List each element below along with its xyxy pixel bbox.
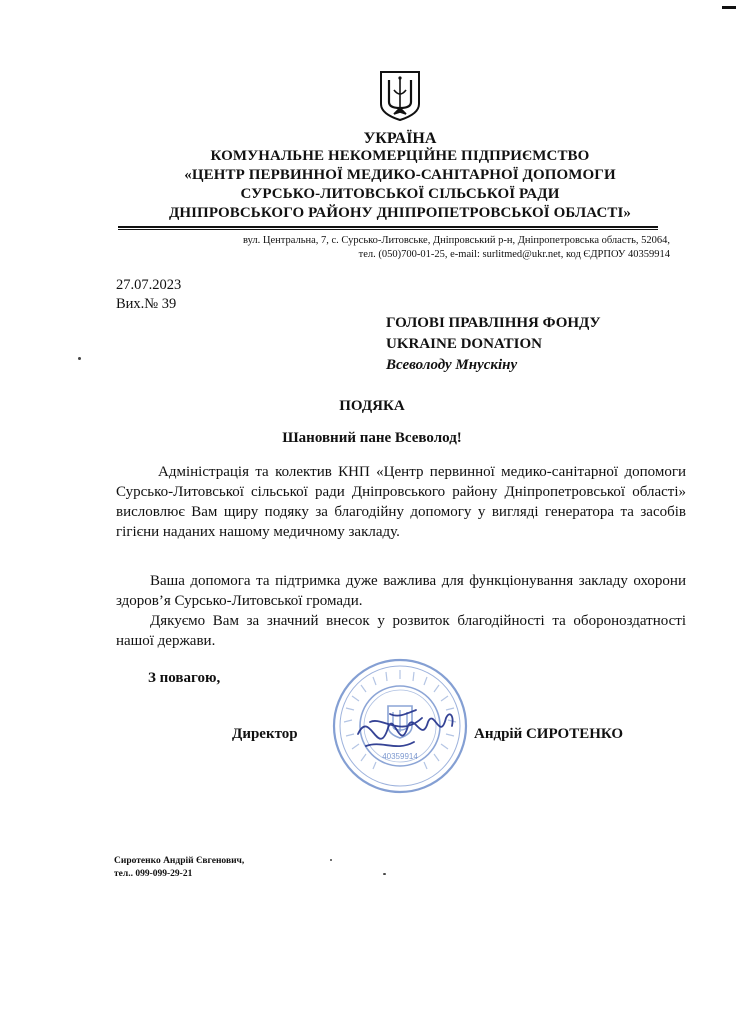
official-stamp [330, 656, 470, 796]
signatory-name: Андрій СИРОТЕНКО [474, 726, 624, 742]
header-divider [118, 226, 658, 228]
executor-name: Сиротенко Андрій Євгенович, [114, 856, 245, 866]
scan-speck [330, 859, 332, 861]
body-paragraph-1: Адміністрація та колектив КНП «Центр первинної медико-санітарної допомоги Сурсько-Литовської сільської ради Дніпровського району Дніпропетровської області» висловлює Вам щиру подяку за благодійну допомогу у вигляді генератора та засобів гігієни наданих нашому медичному закладу. [116, 464, 686, 540]
header-line-1: КОМУНАЛЬНЕ НЕКОМЕРЦІЙНЕ ПІДПРИЄМСТВО [210, 148, 590, 164]
salutation: Шановний пане Всеволод! [282, 430, 462, 446]
scan-speck [78, 357, 81, 360]
signatory-position: Директор [232, 726, 298, 742]
scan-mark [722, 6, 736, 9]
address-line-2: тел. (050)700-01-25, e-mail: surlitmed@ukr.net, код ЄДРПОУ 40359914 [358, 249, 670, 260]
header-divider-thin [118, 229, 658, 230]
recipient-line-1: ГОЛОВІ ПРАВЛІННЯ ФОНДУ [386, 315, 601, 331]
scan-speck [383, 873, 386, 875]
recipient-line-2: UKRAINE DONATION [386, 336, 542, 352]
stamp-code: 40359914 [382, 752, 418, 761]
recipient-line-3: Всеволоду Мнускіну [386, 357, 518, 373]
letter-date: 27.07.2023 [116, 277, 182, 293]
outgoing-number: Вих.№ 39 [116, 296, 177, 312]
body-paragraph-2: Ваша допомога та підтримка дуже важлива для функціонування закладу охорони здоров’я Сурсько-Литовської громади. [116, 573, 686, 609]
closing-phrase: З повагою, [148, 670, 221, 686]
header-line-3: СУРСЬКО-ЛИТОВСЬКОЇ СІЛЬСЬКОЇ РАДИ [240, 186, 560, 202]
header-line-2: «ЦЕНТР ПЕРВИННОЇ МЕДИКО-САНІТАРНОЇ ДОПОМОГИ [184, 167, 616, 183]
header-line-4: ДНІПРОВСЬКОГО РАЙОНУ ДНІПРОПЕТРОВСЬКОЇ ОБЛАСТІ» [168, 205, 632, 221]
letter-title: ПОДЯКА [339, 398, 405, 414]
header-country: УКРАЇНА [363, 130, 437, 147]
address-line-1: вул. Центральна, 7, с. Сурсько-Литовське, Дніпровський р-н, Дніпропетровська область, 52064, [243, 235, 670, 246]
trident-emblem-icon [375, 68, 425, 122]
executor-phone: тел.. 099-099-29-21 [114, 869, 193, 879]
body-paragraph-3: Дякуємо Вам за значний внесок у розвиток благодійності та обороноздатності нашої держави. [116, 613, 686, 649]
